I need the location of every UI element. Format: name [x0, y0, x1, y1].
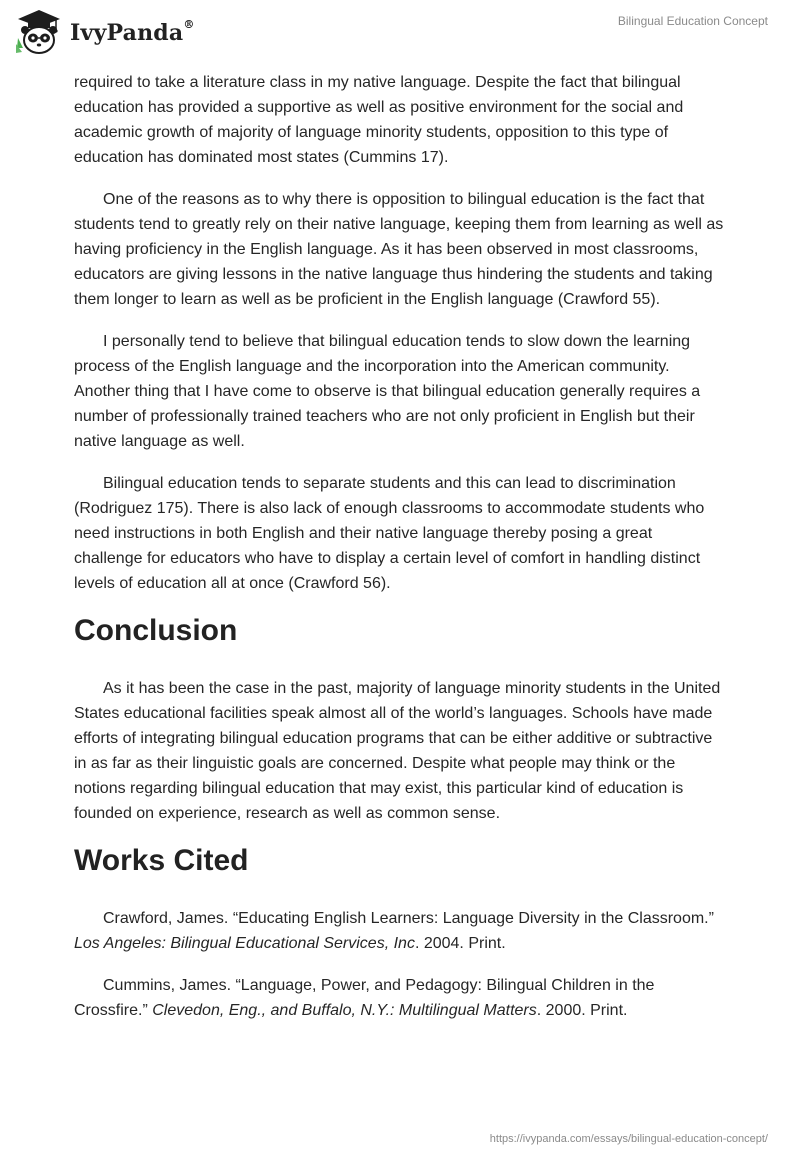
paragraph: One of the reasons as to why there is opposition to bilingual education is the fact that students tend to greatly rely on their native language, keeping them from learning as well as having proficiency in the English language. As it has been observed in most classrooms, educators are giving lessons in the native language thus hindering the students and taking them longer to learn as well as be proficient in the English language (Crawford 55). — [74, 191, 724, 308]
works-cited-heading: Works Cited — [74, 844, 249, 877]
document-title: Bilingual Education Concept — [617, 14, 768, 28]
citation-text: Cummins, James. “Language, Power, and Pedagogy: Bilingual Children in the Crossfire.” — [74, 977, 655, 1019]
citation-publisher: Clevedon, Eng., and Buffalo, N.Y.: Multilingual Matters — [152, 1002, 537, 1019]
conclusion-heading: Conclusion — [74, 614, 238, 647]
paragraph: Bilingual education tends to separate students and this can lead to discrimination (Rodriguez 175). There is also lack of enough classrooms to accommodate students who need instructions in both English and their native language thereby posing a great challenge for educators who have to display a certain level of comfort in handling distinct levels of education all at once (Crawford 56). — [74, 475, 705, 592]
citation — [74, 906, 724, 956]
panda-graduate-icon — [14, 8, 64, 58]
essay-body — [74, 70, 724, 1040]
logo-wordmark — [70, 17, 195, 46]
logo-name: IvyPanda — [70, 20, 184, 46]
source-url[interactable]: https://ivypanda.com/essays/bilingual-education-concept/ — [489, 1133, 768, 1145]
paragraph: required to take a literature class in my native language. Despite the fact that bilingual education has provided a supportive as well as positive environment for the social and academic growth of majority of language minority students, opposition to this type of education has dominated most states (Cummins 17). — [74, 74, 684, 166]
citation-year: . 2004. Print. — [414, 935, 506, 952]
citation-year: . 2000. Print. — [536, 1002, 628, 1019]
conclusion-paragraph: As it has been the case in the past, majority of language minority students in the United States educational facilities speak almost all of the world’s languages. Schools have made efforts of integrating bilingual education programs that can be either additive or subtractive in as far as their linguistic goals are concerned. Despite what people may think or the notions regarding bilingual education that may exist, this particular kind of education is founded on experience, research as well as common sense. — [74, 680, 721, 822]
paragraph: I personally tend to believe that bilingual education tends to slow down the learning process of the English language and the incorporation into the American community. Another thing that I have come to observe is that bilingual education generally requires a number of professionally trained teachers who are not only proficient in English but their native language as well. — [74, 333, 701, 450]
ivypanda-logo[interactable] — [14, 8, 195, 58]
page-header — [0, 0, 800, 70]
registered-mark: ® — [183, 17, 195, 31]
citation-text: Crawford, James. “Educating English Learners: Language Diversity in the Classroom.” — [103, 910, 714, 927]
citation — [74, 973, 724, 1023]
citation-publisher: Los Angeles: Bilingual Educational Services, Inc — [74, 935, 415, 952]
